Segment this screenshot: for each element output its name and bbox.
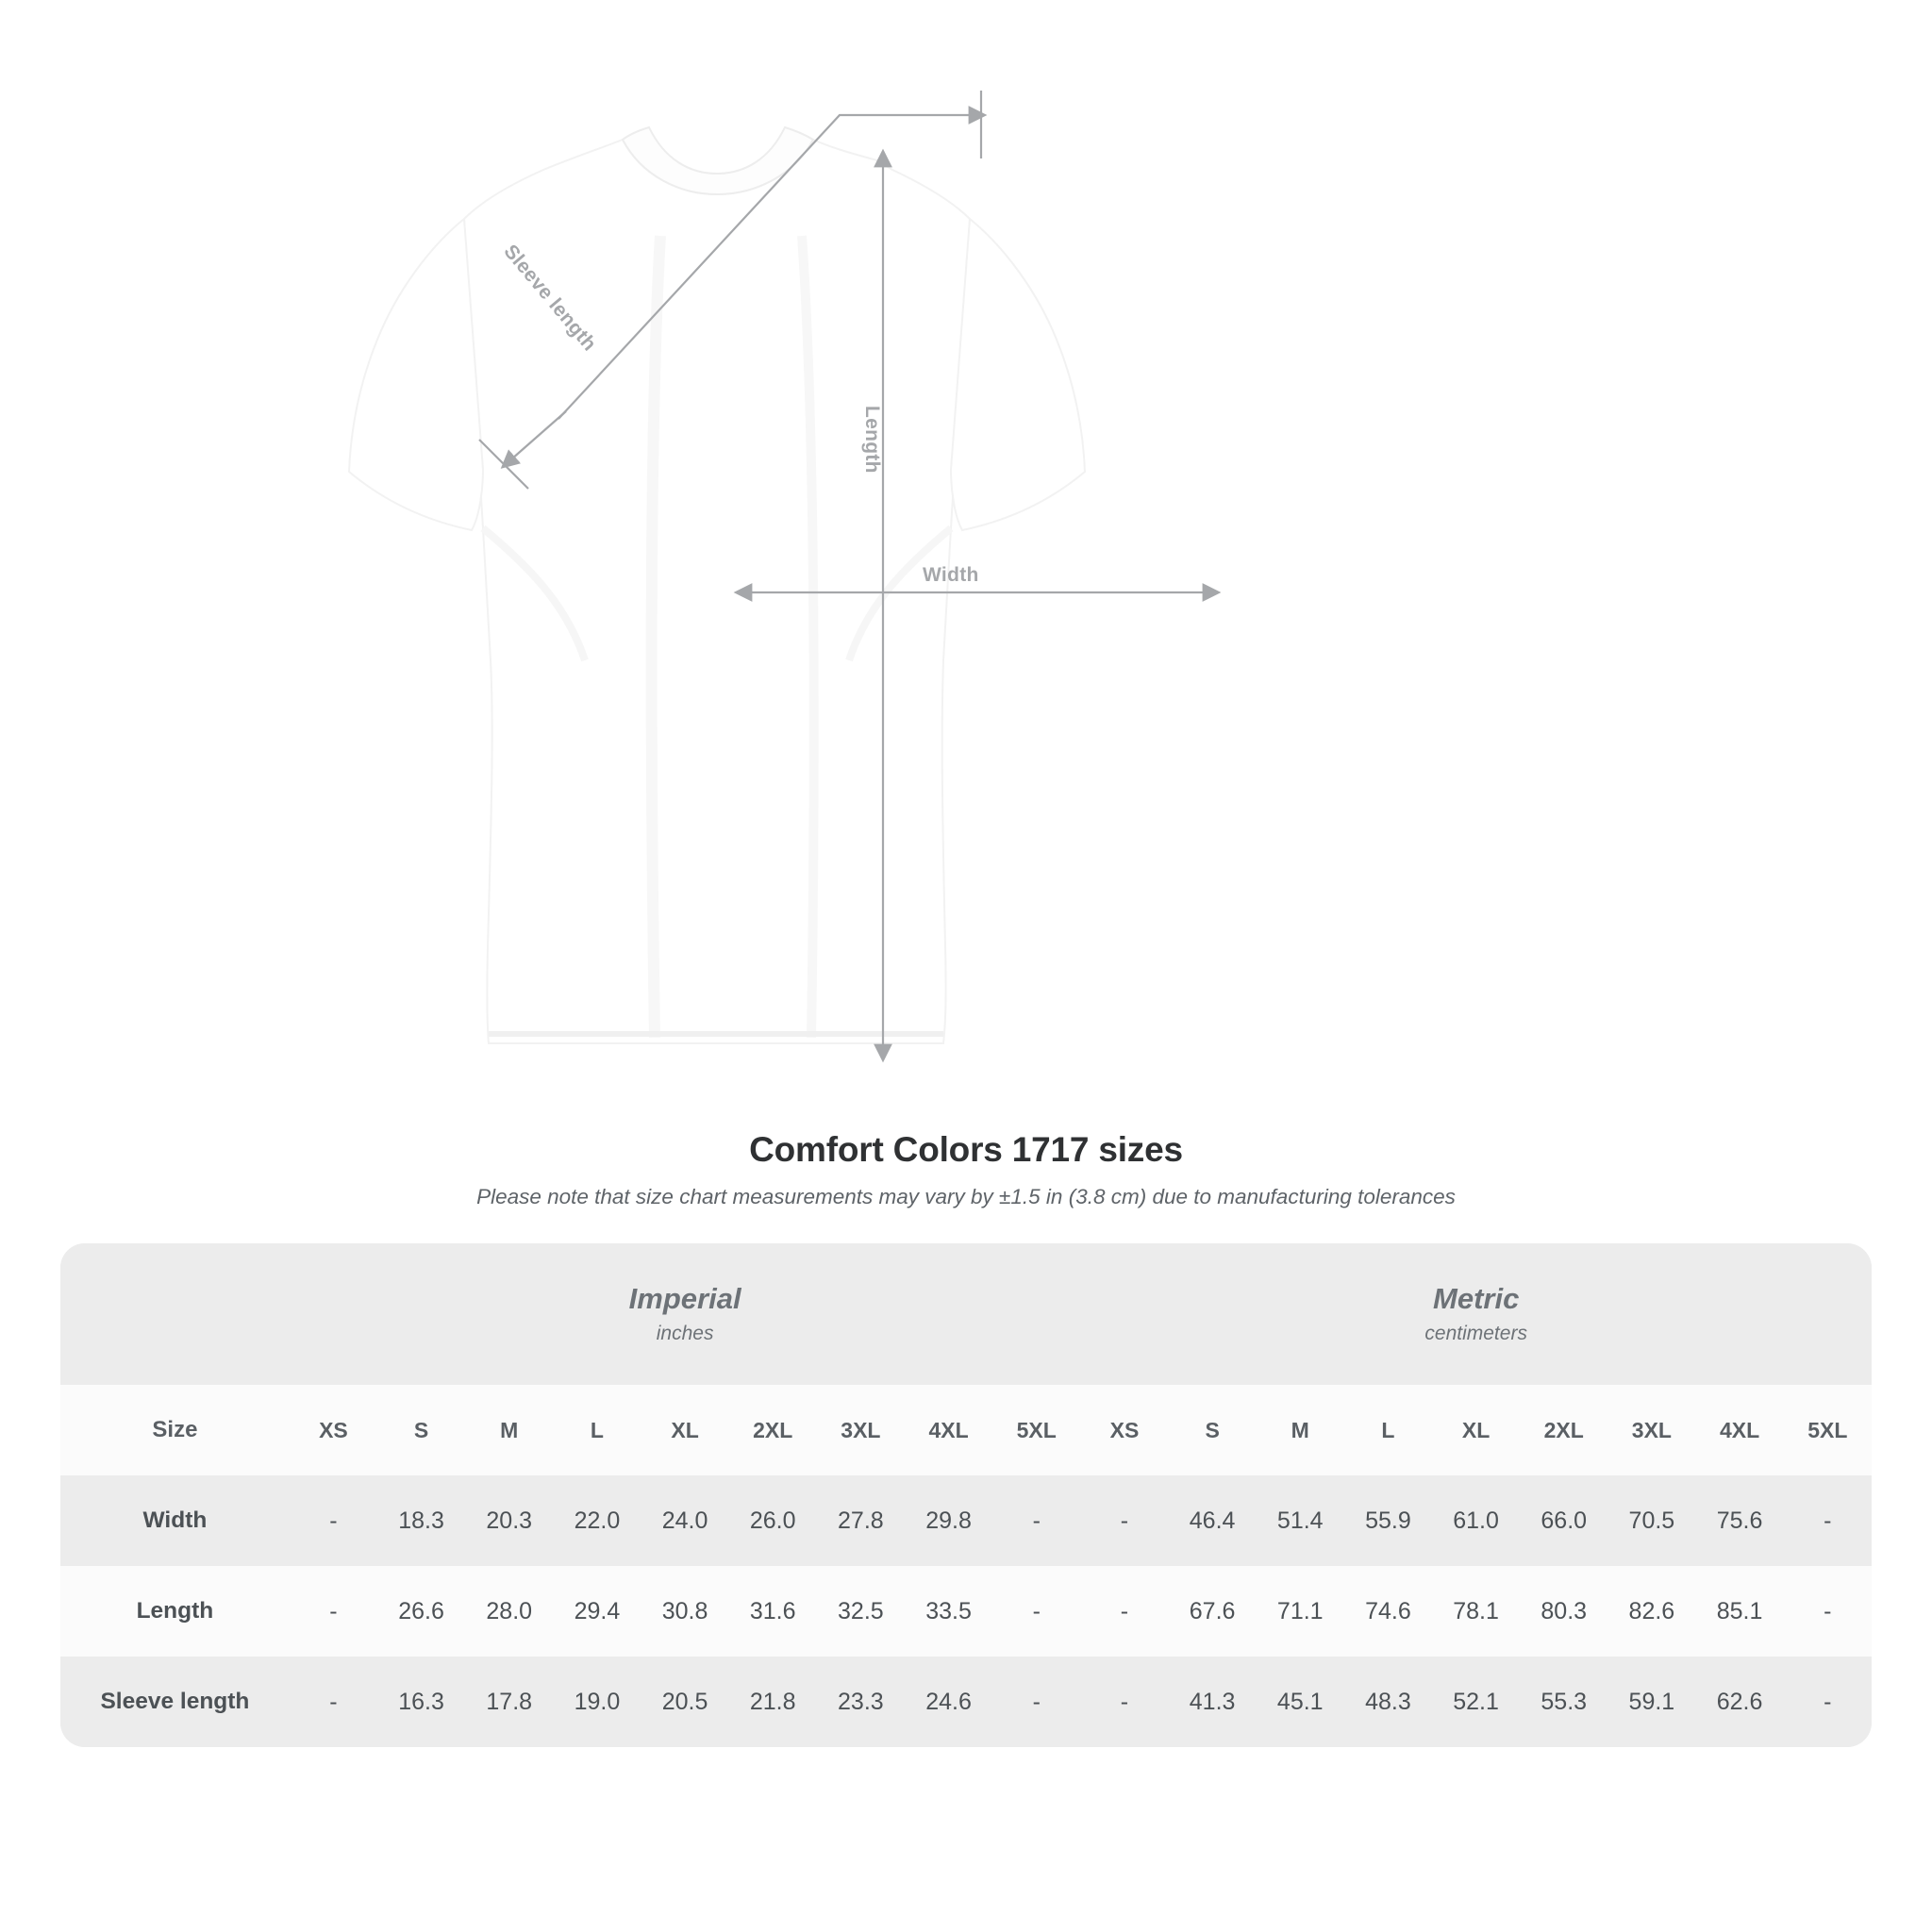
cell-length-metric-m: 71.1 <box>1257 1566 1344 1657</box>
cell-length-imperial-l: 29.4 <box>553 1566 641 1657</box>
unit-header-imperial <box>290 1243 1081 1385</box>
size-header-imperial-xl: XL <box>641 1385 728 1475</box>
unit-metric-name: Metric <box>1433 1281 1520 1315</box>
size-header-metric-5xl: 5XL <box>1784 1385 1872 1475</box>
cell-width-imperial-l: 22.0 <box>553 1475 641 1566</box>
cell-sleeve-imperial-xl: 20.5 <box>641 1657 728 1747</box>
cell-sleeve-imperial-3xl: 23.3 <box>817 1657 905 1747</box>
cell-sleeve-imperial-5xl: - <box>992 1657 1080 1747</box>
cell-length-imperial-4xl: 33.5 <box>905 1566 992 1657</box>
length-dimension-label: Length <box>861 406 883 474</box>
cell-sleeve-metric-s: 41.3 <box>1169 1657 1257 1747</box>
cell-width-metric-5xl: - <box>1784 1475 1872 1566</box>
cell-length-metric-l: 74.6 <box>1344 1566 1432 1657</box>
size-header-imperial-4xl: 4XL <box>905 1385 992 1475</box>
size-header-imperial-xs: XS <box>290 1385 377 1475</box>
cell-length-metric-xs: - <box>1080 1566 1168 1657</box>
cell-sleeve-metric-l: 48.3 <box>1344 1657 1432 1747</box>
cell-sleeve-metric-2xl: 55.3 <box>1520 1657 1607 1747</box>
cell-length-imperial-xl: 30.8 <box>641 1566 728 1657</box>
unit-imperial-sub: inches <box>656 1323 714 1345</box>
cell-length-metric-4xl: 85.1 <box>1695 1566 1783 1657</box>
cell-length-imperial-m: 28.0 <box>465 1566 553 1657</box>
size-table-container <box>60 1243 1872 1747</box>
cell-width-metric-s: 46.4 <box>1169 1475 1257 1566</box>
size-header-imperial-m: M <box>465 1385 553 1475</box>
size-header-metric-m: M <box>1257 1385 1344 1475</box>
size-header-metric-s: S <box>1169 1385 1257 1475</box>
cell-width-metric-3xl: 70.5 <box>1607 1475 1695 1566</box>
cell-length-imperial-3xl: 32.5 <box>817 1566 905 1657</box>
unit-header-metric <box>1080 1243 1872 1385</box>
table-row <box>60 1475 1872 1566</box>
size-header-row <box>60 1385 1872 1475</box>
cell-length-metric-3xl: 82.6 <box>1607 1566 1695 1657</box>
cell-width-imperial-4xl: 29.8 <box>905 1475 992 1566</box>
cell-length-imperial-5xl: - <box>992 1566 1080 1657</box>
size-header-imperial-5xl: 5XL <box>992 1385 1080 1475</box>
cell-sleeve-metric-5xl: - <box>1784 1657 1872 1747</box>
unit-metric-sub: centimeters <box>1424 1323 1527 1345</box>
cell-sleeve-imperial-s: 16.3 <box>377 1657 465 1747</box>
cell-sleeve-imperial-l: 19.0 <box>553 1657 641 1747</box>
size-header-imperial-2xl: 2XL <box>729 1385 817 1475</box>
cell-sleeve-metric-m: 45.1 <box>1257 1657 1344 1747</box>
cell-width-metric-l: 55.9 <box>1344 1475 1432 1566</box>
cell-width-metric-m: 51.4 <box>1257 1475 1344 1566</box>
cell-sleeve-metric-4xl: 62.6 <box>1695 1657 1783 1747</box>
cell-length-imperial-xs: - <box>290 1566 377 1657</box>
cell-width-imperial-xl: 24.0 <box>641 1475 728 1566</box>
row-label-width: Width <box>60 1475 290 1566</box>
width-dimension-label: Width <box>923 564 979 586</box>
cell-width-imperial-xs: - <box>290 1475 377 1566</box>
unit-imperial-name: Imperial <box>628 1281 741 1315</box>
size-header-metric-xl: XL <box>1432 1385 1520 1475</box>
unit-header-spacer <box>60 1243 290 1385</box>
cell-length-metric-xl: 78.1 <box>1432 1566 1520 1657</box>
cell-width-imperial-s: 18.3 <box>377 1475 465 1566</box>
size-header-imperial-l: L <box>553 1385 641 1475</box>
cell-width-metric-2xl: 66.0 <box>1520 1475 1607 1566</box>
row-label-sleeve-length: Sleeve length <box>60 1657 290 1747</box>
cell-length-imperial-s: 26.6 <box>377 1566 465 1657</box>
title-block <box>0 1130 1932 1209</box>
page-title: Comfort Colors 1717 sizes <box>749 1130 1183 1169</box>
cell-length-metric-2xl: 80.3 <box>1520 1566 1607 1657</box>
cell-sleeve-imperial-2xl: 21.8 <box>729 1657 817 1747</box>
cell-width-imperial-5xl: - <box>992 1475 1080 1566</box>
cell-length-metric-s: 67.6 <box>1169 1566 1257 1657</box>
table-row <box>60 1657 1872 1747</box>
cell-width-metric-4xl: 75.6 <box>1695 1475 1783 1566</box>
row-label-length: Length <box>60 1566 290 1657</box>
cell-width-imperial-m: 20.3 <box>465 1475 553 1566</box>
cell-width-imperial-2xl: 26.0 <box>729 1475 817 1566</box>
size-header-imperial-s: S <box>377 1385 465 1475</box>
table-row <box>60 1566 1872 1657</box>
unit-header-row <box>60 1243 1872 1385</box>
cell-sleeve-metric-xl: 52.1 <box>1432 1657 1520 1747</box>
sleeve-length-dimension-label: Sleeve length <box>499 241 601 356</box>
cell-width-metric-xl: 61.0 <box>1432 1475 1520 1566</box>
size-header-metric-l: L <box>1344 1385 1432 1475</box>
cell-sleeve-imperial-m: 17.8 <box>465 1657 553 1747</box>
cell-width-imperial-3xl: 27.8 <box>817 1475 905 1566</box>
cell-sleeve-imperial-4xl: 24.6 <box>905 1657 992 1747</box>
cell-sleeve-metric-xs: - <box>1080 1657 1168 1747</box>
cell-width-metric-xs: - <box>1080 1475 1168 1566</box>
size-header-metric-2xl: 2XL <box>1520 1385 1607 1475</box>
cell-sleeve-metric-3xl: 59.1 <box>1607 1657 1695 1747</box>
cell-length-imperial-2xl: 31.6 <box>729 1566 817 1657</box>
tolerance-note: Please note that size chart measurements may vary by ±1.5 in (3.8 cm) due to manufacturing tolerances <box>476 1185 1456 1208</box>
cell-sleeve-imperial-xs: - <box>290 1657 377 1747</box>
size-header-metric-4xl: 4XL <box>1695 1385 1783 1475</box>
size-header-metric-3xl: 3XL <box>1607 1385 1695 1475</box>
cell-length-metric-5xl: - <box>1784 1566 1872 1657</box>
size-header-metric-xs: XS <box>1080 1385 1168 1475</box>
size-table <box>60 1243 1872 1747</box>
size-header-imperial-3xl: 3XL <box>817 1385 905 1475</box>
size-header-label: Size <box>60 1385 290 1475</box>
